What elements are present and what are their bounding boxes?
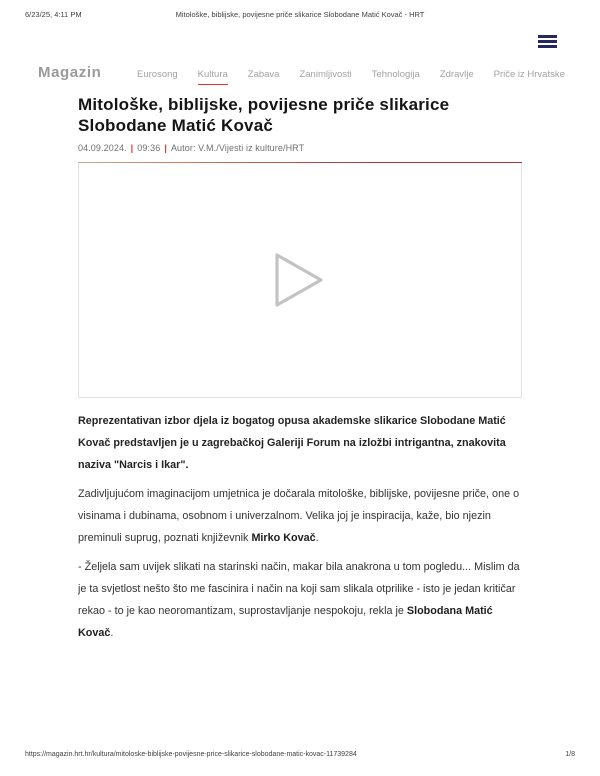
meta-separator: | — [164, 143, 167, 153]
nav-item-kultura[interactable]: Kultura — [198, 69, 228, 85]
print-header — [0, 10, 600, 22]
article-paragraph — [78, 483, 522, 549]
hamburger-icon — [538, 35, 557, 38]
paragraph-period: . — [110, 627, 114, 639]
article-author: Autor: V.M./Vijesti iz kulture/HRT — [170, 143, 305, 153]
print-url: https://magazin.hrt.hr/kultura/mitoloske-biblijske-povijesne-price-slikarice-slobodane-matic-kovac-11739284 — [25, 751, 357, 758]
article-title: Mitološke, biblijske, povijesne priče slikarice Slobodane Matić Kovač — [78, 95, 450, 135]
nav-links — [137, 69, 600, 85]
paragraph-bold-name: Slobodana Matić Kovač — [78, 605, 493, 639]
play-icon[interactable] — [274, 252, 326, 308]
nav-item-tehnologija[interactable]: Tehnologija — [371, 69, 420, 80]
hamburger-icon — [538, 45, 557, 48]
nav-item-eurosong[interactable]: Eurosong — [137, 69, 178, 80]
nav-item-price-iz-hrvatske[interactable]: Priče iz Hrvatske — [493, 69, 565, 80]
hamburger-menu-button[interactable] — [538, 35, 557, 48]
print-datetime: 6/23/25, 4:11 PM — [25, 10, 82, 19]
article-meta — [78, 143, 522, 153]
nav-item-zanimljivosti[interactable]: Zanimljivosti — [299, 69, 352, 80]
magazin-logo[interactable]: Magazin — [38, 64, 102, 81]
article-time: 09:36 — [137, 143, 161, 153]
nav-item-zdravlje[interactable]: Zdravlje — [439, 69, 474, 80]
paragraph-period: . — [315, 532, 319, 544]
print-page-title: Mitološke, biblijske, povijesne priče slikarice Slobodane Matić Kovač - HRT — [175, 10, 425, 19]
paragraph-bold-name: Mirko Kovač — [251, 532, 316, 544]
article-date: 04.09.2024. — [78, 143, 127, 153]
article — [78, 94, 522, 644]
print-footer — [0, 751, 600, 763]
paragraph-text: - Željela sam uvijek slikati na starinski način, makar bila anakrona u tom pogledu... Mislim da je ta svjetlost nešto što me fascinira i način na koji sam slikala otprilike - isto je jedan kritičar rekao - to je kao neoromantizam, suprostavljanje nespokoju, rekla je — [78, 561, 520, 617]
site-nav — [0, 62, 600, 86]
video-player[interactable] — [78, 162, 522, 398]
meta-separator: | — [130, 143, 134, 153]
article-paragraph — [78, 556, 522, 644]
print-page-number: 1/8 — [565, 751, 575, 758]
nav-item-zabava[interactable]: Zabava — [247, 69, 280, 80]
paragraph-text: Zadivljujućom imaginacijom umjetnica je dočarala mitološke, biblijske, povijesne priče, one o visinama i dubinama, osobnom i univerzalnom. Velika joj je inspiracija, kaže, bio njezin preminuli suprug, poznati književnik — [78, 488, 520, 544]
hamburger-icon — [538, 40, 557, 43]
article-lead: Reprezentativan izbor djela iz bogatog opusa akademske slikarice Slobodane Matić Kovač predstavljen je u zagrebačkoj Galeriji Forum na izložbi intrigantna, znakovita naziva "Narcis i Ikar". — [78, 415, 506, 471]
